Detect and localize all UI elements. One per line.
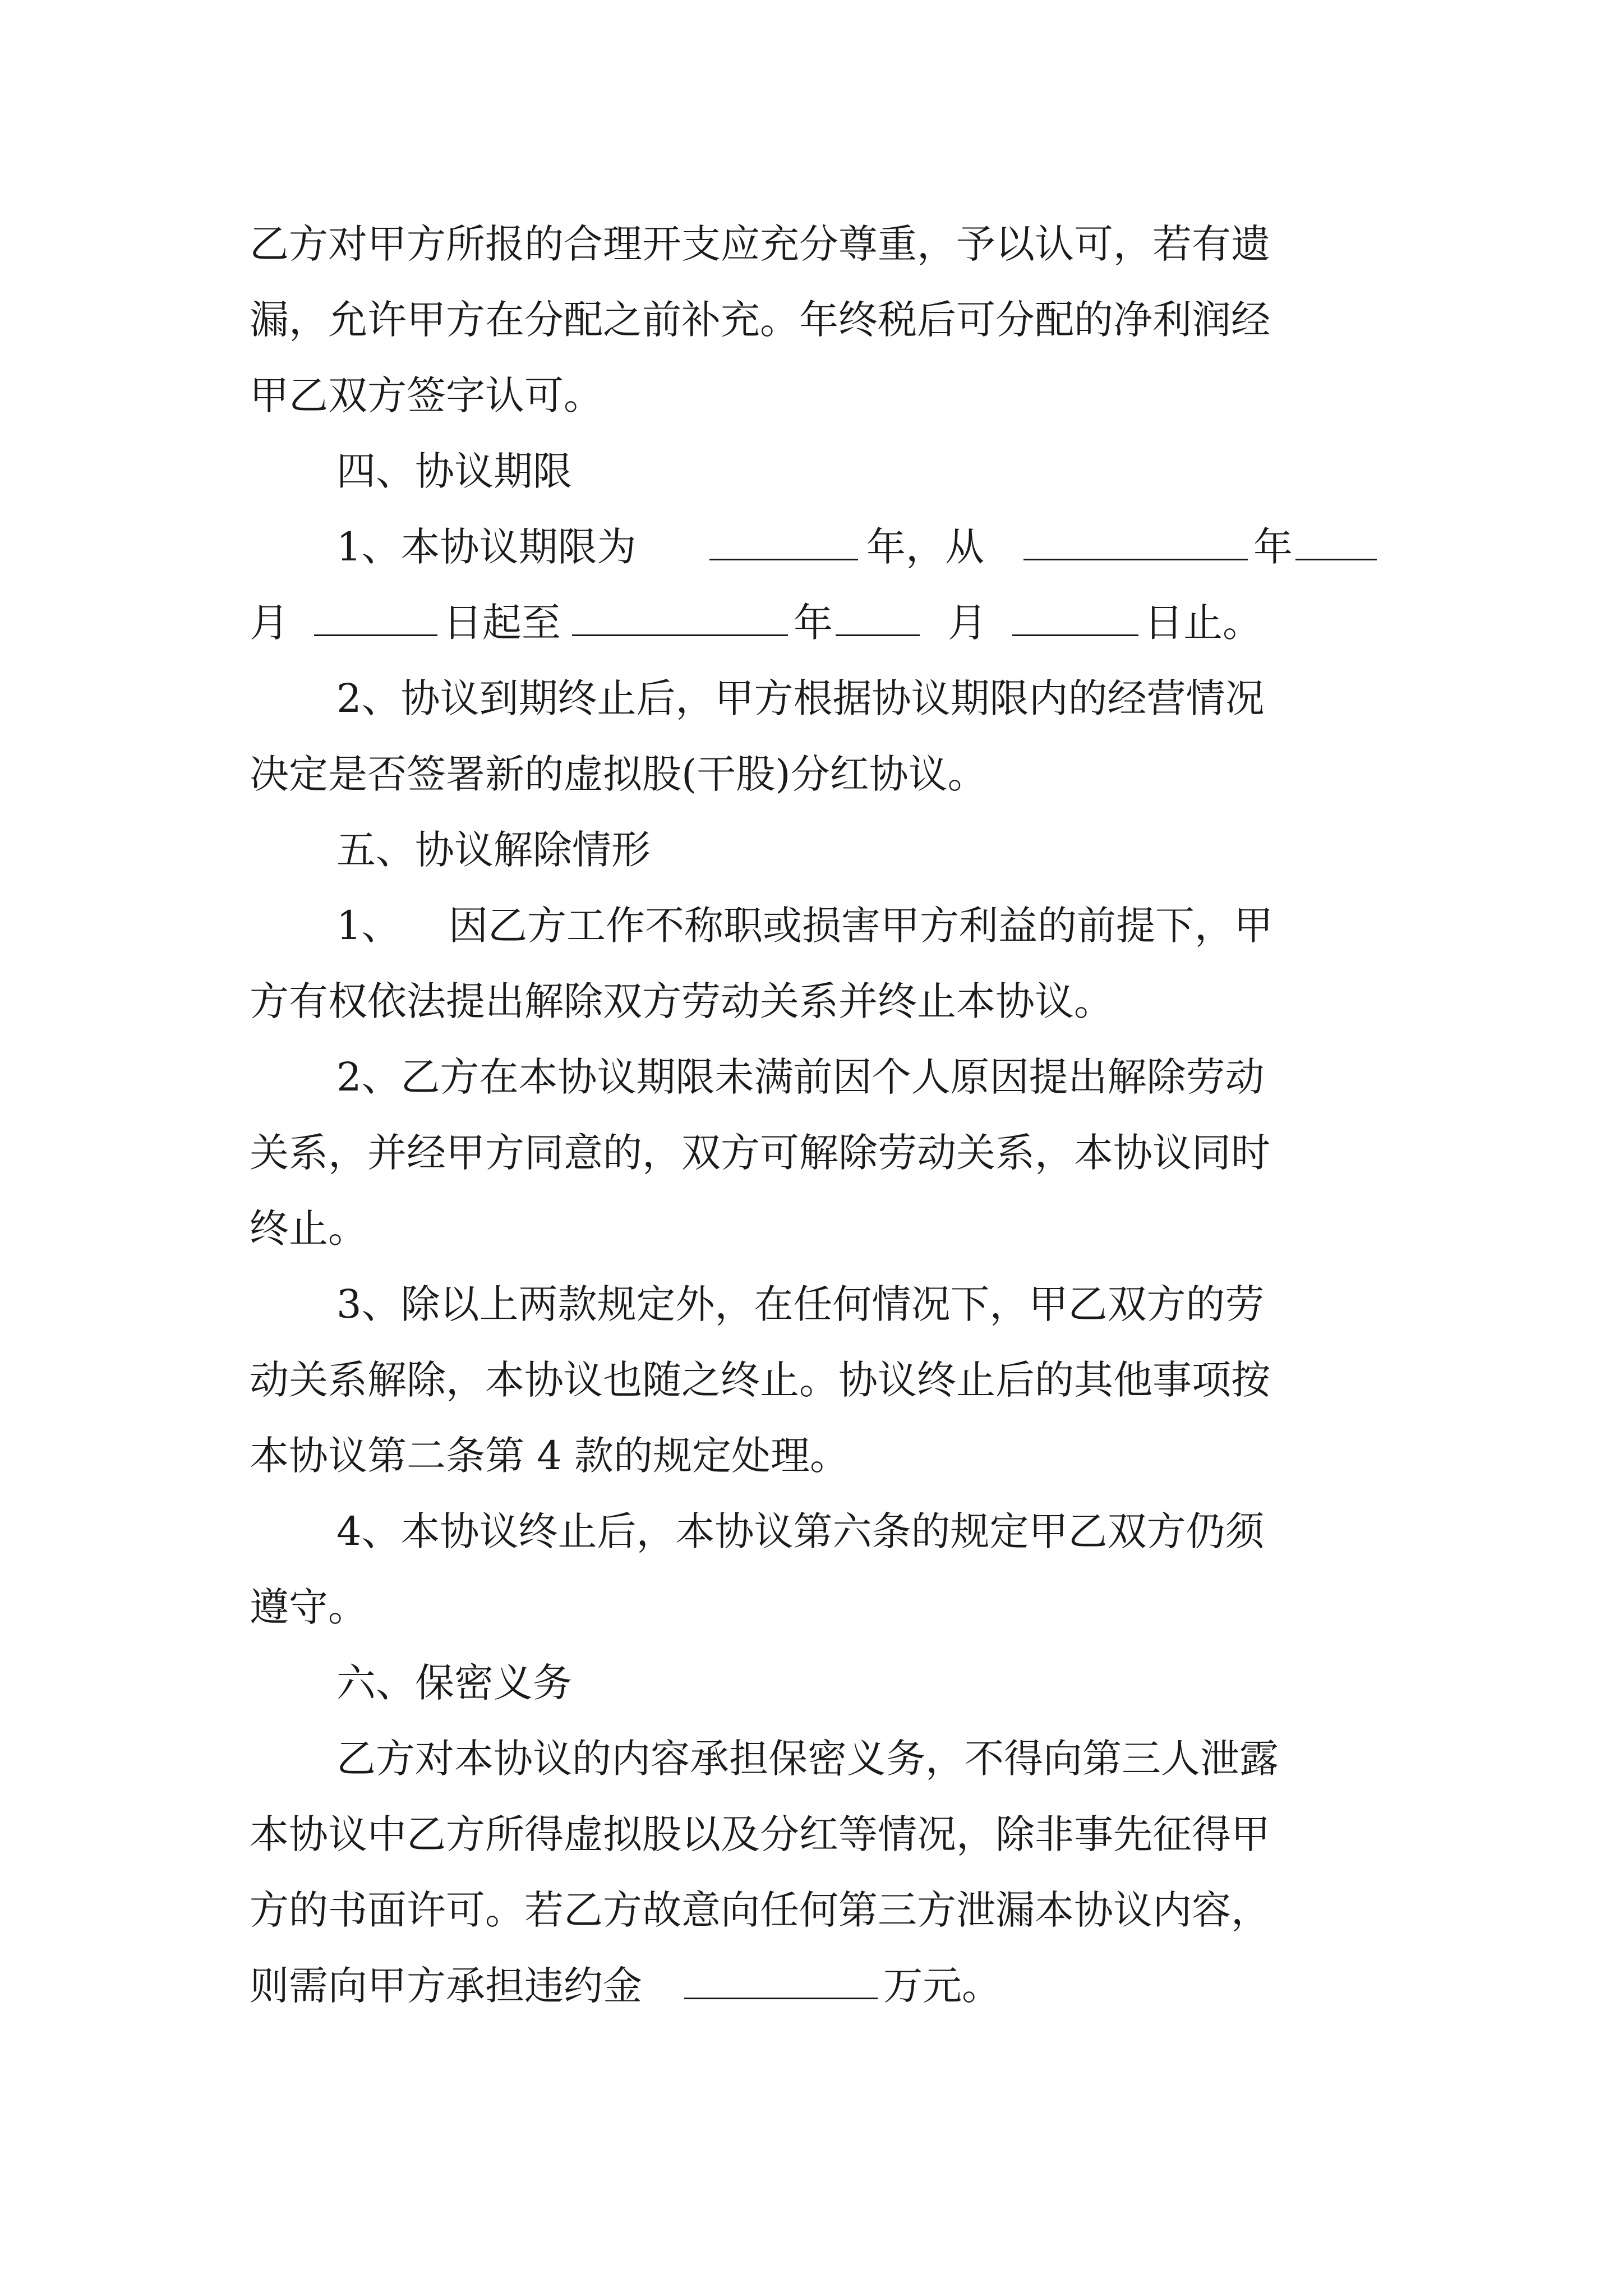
text-line	[0, 976, 1623, 1027]
blank-start-month	[1295, 522, 1377, 560]
paragraph-text: 终止。	[250, 1205, 367, 1251]
term-text: 日起至	[443, 600, 561, 646]
term-text: 年，从	[866, 524, 984, 570]
text-line	[0, 1203, 1623, 1254]
blank-end-day	[1012, 597, 1138, 636]
text-line	[0, 1658, 1623, 1708]
text-line	[0, 1279, 1623, 1329]
blank-years	[709, 522, 858, 560]
text-line	[0, 1506, 1623, 1557]
term-text: 年	[794, 600, 833, 646]
paragraph-text: 本协议第二条第 4 款的规定处理。	[250, 1433, 850, 1479]
paragraph-text: 遵守。	[250, 1584, 367, 1630]
text-line	[0, 1885, 1623, 1935]
term-text: 年	[1253, 524, 1293, 570]
text-line	[0, 1582, 1623, 1632]
item-number: 1、	[336, 903, 401, 949]
blank-end-year	[572, 597, 788, 636]
text-line	[0, 673, 1623, 724]
paragraph-text: 2、协议到期终止后，甲方根据协议期限内的经营情况	[336, 675, 1265, 721]
text-line	[0, 1733, 1623, 1784]
text-line	[0, 1430, 1623, 1481]
paragraph-text: 方有权依法提出解除双方劳动关系并终止本协议。	[250, 978, 1113, 1024]
text-line	[0, 749, 1623, 799]
paragraph-text: 乙方对甲方所报的合理开支应充分尊重，予以认可，若有遗	[250, 221, 1270, 267]
paragraph-text: 本协议中乙方所得虚拟股以及分红等情况，除非事先征得甲	[250, 1811, 1270, 1857]
text-line	[0, 370, 1623, 421]
text-line	[0, 1052, 1623, 1102]
text-line	[0, 1128, 1623, 1178]
text-line	[0, 219, 1623, 269]
section-heading: 五、协议解除情形	[336, 827, 651, 873]
text-line	[0, 446, 1623, 496]
term-text: 月	[948, 600, 987, 646]
term-line	[0, 522, 1623, 572]
blank-end-month	[836, 597, 920, 636]
paragraph-text: 3、除以上两款规定外，在任何情况下，甲乙双方的劳	[336, 1281, 1265, 1327]
blank-start-year	[1023, 522, 1248, 560]
paragraph-text: 动关系解除，本协议也随之终止。协议终止后的其他事项按	[250, 1357, 1270, 1403]
term-text: 月	[250, 600, 289, 646]
paragraph-text: 乙方对本协议的内容承担保密义务，不得向第三人泄露	[336, 1736, 1279, 1782]
text-line	[0, 295, 1623, 345]
paragraph-text: 2、乙方在本协议期限未满前因个人原因提出解除劳动	[336, 1054, 1265, 1100]
section-heading: 六、保密义务	[336, 1660, 572, 1706]
paragraph-text: 甲乙双方签字认可。	[250, 372, 603, 418]
penalty-line	[0, 1961, 1623, 2011]
paragraph-text: 决定是否签署新的虚拟股(干股)分红协议。	[250, 751, 987, 797]
text-line	[0, 1809, 1623, 1860]
term-line	[0, 597, 1623, 648]
text-line	[0, 825, 1623, 875]
paragraph-text: 万元。	[883, 1963, 1001, 2009]
text-line	[0, 1355, 1623, 1405]
term-prefix: 1、本协议期限为	[336, 524, 637, 570]
paragraph-text: 则需向甲方承担违约金	[250, 1963, 642, 2009]
paragraph-text: 4、本协议终止后，本协议第六条的规定甲乙双方仍须	[336, 1508, 1265, 1554]
paragraph-text: 关系，并经甲方同意的，双方可解除劳动关系，本协议同时	[250, 1130, 1270, 1176]
paragraph-text: 方的书面许可。若乙方故意向任何第三方泄漏本协议内容，	[250, 1887, 1270, 1933]
blank-start-day	[314, 597, 437, 636]
paragraph-text: 因乙方工作不称职或损害甲方利益的前提下，甲	[449, 903, 1273, 949]
section-heading: 四、协议期限	[336, 448, 572, 494]
term-text: 日止。	[1144, 600, 1262, 646]
paragraph-text: 漏，允许甲方在分配之前补充。年终税后可分配的净利润经	[250, 297, 1270, 343]
text-line	[0, 900, 1623, 951]
blank-penalty-amount	[684, 1961, 878, 1999]
